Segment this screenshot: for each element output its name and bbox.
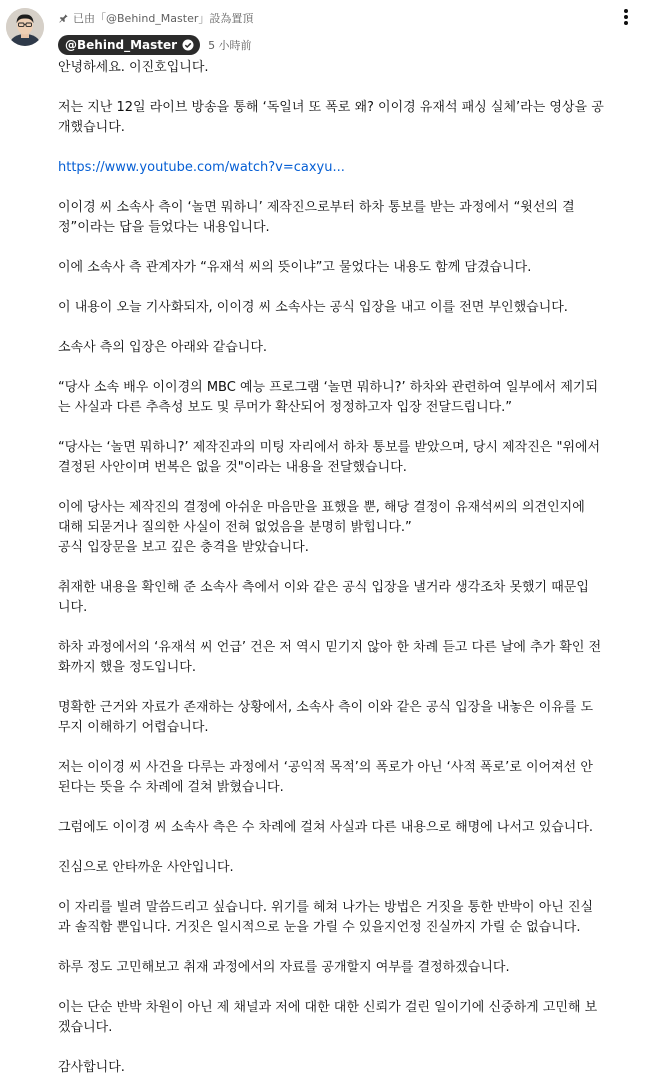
paragraph-gap bbox=[58, 278, 648, 298]
paragraph-gap bbox=[58, 138, 648, 158]
paragraph bbox=[58, 98, 648, 138]
paragraph bbox=[58, 498, 648, 558]
paragraph-gap bbox=[58, 1038, 648, 1058]
pinned-text: 已由「@Behind_Master」設為置頂 bbox=[73, 12, 254, 25]
text-line: 대해 되묻거나 질의한 사실이 전혀 없었음을 분명히 밝힙니다.” bbox=[58, 520, 412, 535]
paragraph bbox=[58, 858, 648, 878]
text-line: 하루 정도 고민해보고 취재 과정에서의 자료를 공개할지 여부를 결정하겠습니다. bbox=[58, 960, 510, 975]
pinned-label bbox=[58, 10, 253, 26]
paragraph-gap bbox=[58, 878, 648, 898]
text-line: 무지 이해하기 어렵습니다. bbox=[58, 720, 209, 735]
text-line: 과 솔직함 뿐입니다. 거짓은 일시적으로 눈을 가릴 수 있을지언정 진실까지 가릴 순 없습니다. bbox=[58, 920, 581, 935]
timestamp[interactable]: 5 小時前 bbox=[208, 39, 252, 52]
text-line: 된다는 뜻을 수 차례에 걸쳐 밝혔습니다. bbox=[58, 780, 284, 795]
text-line: 이는 단순 반박 차원이 아닌 제 채널과 저에 대한 대한 신뢰가 걸린 일이기에 신중하게 고민해 보 bbox=[58, 1000, 598, 1015]
text-line: 화까지 했을 정도입니다. bbox=[58, 660, 196, 675]
paragraph bbox=[58, 998, 648, 1038]
text-line: 취재한 내용을 확인해 준 소속사 측에서 이와 같은 공식 입장을 낼거라 생각조차 못했기 때문입 bbox=[58, 580, 589, 595]
text-line: 명확한 근거와 자료가 존재하는 상황에서, 소속사 측이 이와 같은 공식 입장을 내놓은 이유를 도 bbox=[58, 700, 594, 715]
text-line: “당사 소속 배우 이이경의 MBC 예능 프로그램 ‘놀면 뭐하니?’ 하차와 관련하여 일부에서 제기되 bbox=[58, 380, 599, 395]
paragraph-gap bbox=[58, 358, 648, 378]
video-link[interactable] bbox=[58, 158, 648, 178]
paragraph bbox=[58, 698, 648, 738]
text-line: 저는 지난 12일 라이브 방송을 통해 ‘독일녀 또 폭로 왜? 이이경 유재석 패싱 실체’라는 영상을 공 bbox=[58, 100, 604, 115]
comment-body bbox=[58, 58, 648, 1078]
paragraph-gap bbox=[58, 478, 648, 498]
text-line: 저는 이이경 씨 사건을 다루는 과정에서 ‘공익적 목적’의 폭로가 아닌 ‘사적 폭로’로 이어져선 안 bbox=[58, 760, 593, 775]
paragraph-gap bbox=[58, 978, 648, 998]
text-line: 공식 입장문을 보고 깊은 충격을 받았습니다. bbox=[58, 540, 309, 555]
more-vert-icon[interactable] bbox=[616, 6, 636, 28]
paragraph-gap bbox=[58, 418, 648, 438]
paragraph-gap bbox=[58, 838, 648, 858]
paragraph bbox=[58, 958, 648, 978]
text-line: 이 내용이 오늘 기사화되자, 이이경 씨 소속사는 공식 입장을 내고 이를 전면 부인했습니다. bbox=[58, 300, 568, 315]
text-line: 소속사 측의 입장은 아래와 같습니다. bbox=[58, 340, 268, 355]
paragraph-gap bbox=[58, 938, 648, 958]
text-line: 겠습니다. bbox=[58, 1020, 113, 1035]
text-line: 는 사실과 다른 추측성 보도 및 루머가 확산되어 정정하고자 입장 전달드립니다.” bbox=[58, 400, 513, 415]
text-line: 이에 소속사 측 관계자가 “유재석 씨의 뜻이냐”고 물었다는 내용도 함께 담겼습니다. bbox=[58, 260, 532, 275]
paragraph-gap bbox=[58, 238, 648, 258]
paragraph-gap bbox=[58, 678, 648, 698]
text-line: 이이경 씨 소속사 측이 ‘놀면 뭐하니’ 제작진으로부터 하차 통보를 받는 과정에서 “윗선의 결 bbox=[58, 200, 575, 215]
paragraph bbox=[58, 438, 648, 478]
text-line: “당사는 ‘놀면 뭐하니?’ 제작진과의 미팅 자리에서 하차 통보를 받았으며, 당시 제작진은 "위에서 bbox=[58, 440, 601, 455]
paragraph bbox=[58, 578, 648, 618]
text-line: 정”이라는 답을 들었다는 내용입니다. bbox=[58, 220, 270, 235]
text-line: 결정된 사안이며 번복은 없을 것"이라는 내용을 전달했습니다. bbox=[58, 460, 407, 475]
paragraph bbox=[58, 58, 648, 78]
author-name: @Behind_Master bbox=[65, 38, 178, 52]
author-badge[interactable] bbox=[58, 35, 200, 55]
paragraph-gap bbox=[58, 618, 648, 638]
text-line: 이에 당사는 제작진의 결정에 아쉬운 마음만을 표했을 뿐, 해당 결정이 유재석씨의 의견인지에 bbox=[58, 500, 585, 515]
paragraph-gap bbox=[58, 558, 648, 578]
paragraph bbox=[58, 258, 648, 278]
text-line: 니다. bbox=[58, 600, 88, 615]
paragraph bbox=[58, 898, 648, 938]
text-line: 하차 과정에서의 ‘유재석 씨 언급’ 건은 저 역시 믿기지 않아 한 차례 듣고 다른 날에 추가 확인 전 bbox=[58, 640, 602, 655]
text-line: 안녕하세요. 이진호입니다. bbox=[58, 60, 209, 75]
paragraph-gap bbox=[58, 318, 648, 338]
comment-header bbox=[58, 35, 252, 55]
paragraph bbox=[58, 338, 648, 358]
paragraph-gap bbox=[58, 798, 648, 818]
verified-check-icon bbox=[182, 39, 194, 51]
text-line: 개했습니다. bbox=[58, 120, 125, 135]
text-line: 감사합니다. bbox=[58, 1060, 125, 1075]
paragraph bbox=[58, 638, 648, 678]
paragraph-gap bbox=[58, 78, 648, 98]
avatar[interactable] bbox=[6, 8, 44, 46]
pin-icon bbox=[58, 13, 69, 24]
paragraph bbox=[58, 1058, 648, 1078]
paragraph bbox=[58, 298, 648, 318]
text-line: 이 자리를 빌려 말씀드리고 싶습니다. 위기를 헤쳐 나가는 방법은 거짓을 통한 반박이 아닌 진실 bbox=[58, 900, 594, 915]
text-line[interactable]: https://www.youtube.com/watch?v=caxyu... bbox=[58, 160, 345, 175]
paragraph-gap bbox=[58, 178, 648, 198]
paragraph bbox=[58, 758, 648, 798]
paragraph bbox=[58, 198, 648, 238]
text-line: 진심으로 안타까운 사안입니다. bbox=[58, 860, 234, 875]
text-line: 그럼에도 이이경 씨 소속사 측은 수 차례에 걸쳐 사실과 다른 내용으로 해명에 나서고 있습니다. bbox=[58, 820, 594, 835]
paragraph bbox=[58, 818, 648, 838]
paragraph-gap bbox=[58, 738, 648, 758]
paragraph bbox=[58, 378, 648, 418]
